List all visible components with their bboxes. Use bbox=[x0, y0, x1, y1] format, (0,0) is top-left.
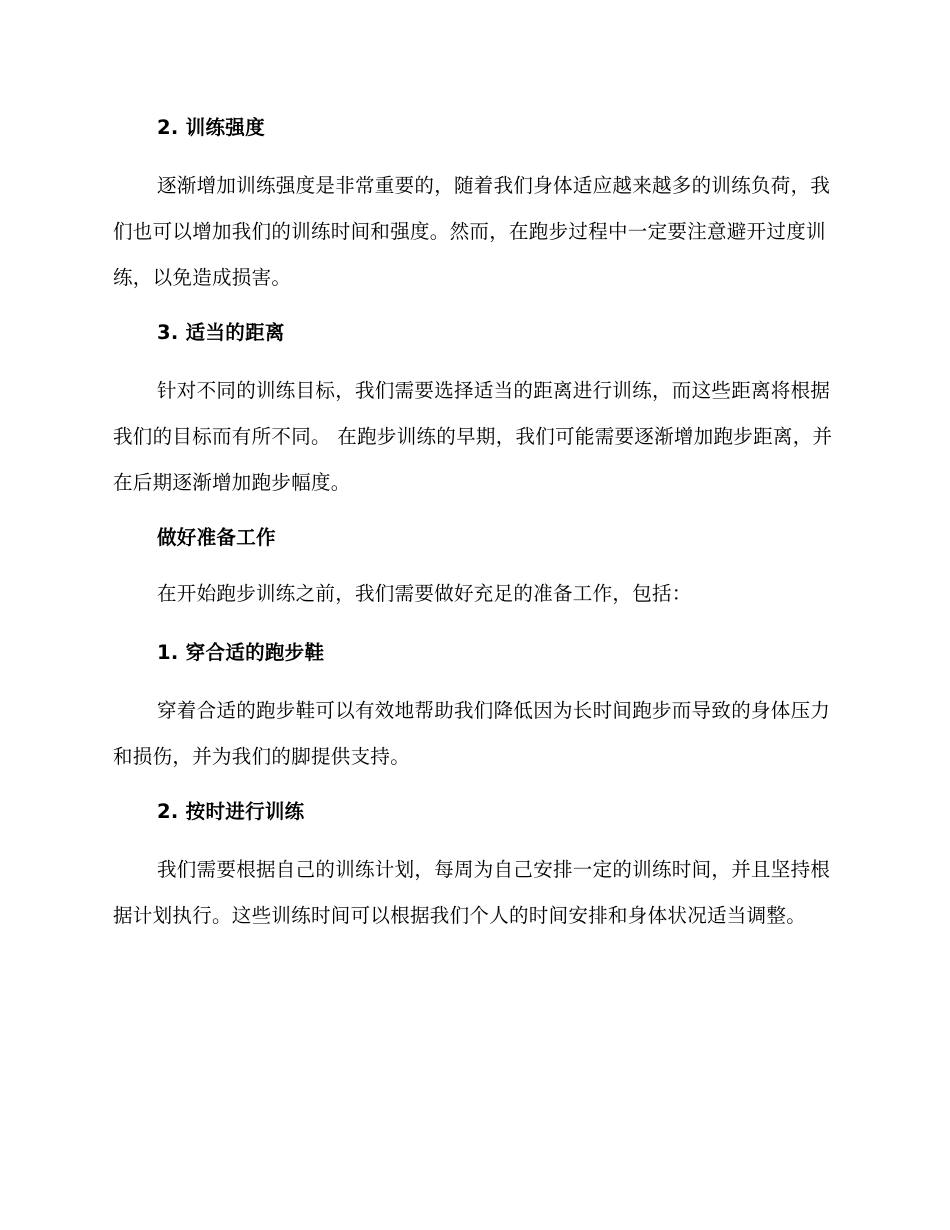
section-heading-running-shoes: 1. 穿合适的跑步鞋 bbox=[157, 641, 325, 664]
section-heading-scheduled-training: 2. 按时进行训练 bbox=[157, 800, 305, 823]
paragraph-running-shoes: 穿着合适的跑步鞋可以有效地帮助我们降低因为长时间跑步而导致的身体压力和损伤，并为我们的脚提供支持。 bbox=[113, 699, 831, 768]
paragraph-scheduled-training: 我们需要根据自己的训练计划，每周为自己安排一定的训练时间，并且坚持根据计划执行。这些训练时间可以根据我们个人的时间安排和身体状况适当调整。 bbox=[113, 858, 831, 927]
section-heading-appropriate-distance: 3. 适当的距离 bbox=[157, 321, 285, 344]
section-heading-preparation: 做好准备工作 bbox=[157, 526, 276, 549]
paragraph-training-intensity: 逐渐增加训练强度是非常重要的，随着我们身体适应越来越多的训练负荷，我们也可以增加我们的训练时间和强度。然而，在跑步过程中一定要注意避开过度训练，以免造成损害。 bbox=[113, 174, 831, 289]
paragraph-appropriate-distance: 针对不同的训练目标，我们需要选择适当的距离进行训练，而这些距离将根据我们的目标而有所不同。 在跑步训练的早期，我们可能需要逐渐增加跑步距离，并在后期逐渐增加跑步幅度。 bbox=[113, 379, 833, 494]
section-heading-training-intensity: 2. 训练强度 bbox=[157, 116, 265, 139]
paragraph-preparation-intro: 在开始跑步训练之前，我们需要做好充足的准备工作，包括： bbox=[157, 582, 692, 605]
